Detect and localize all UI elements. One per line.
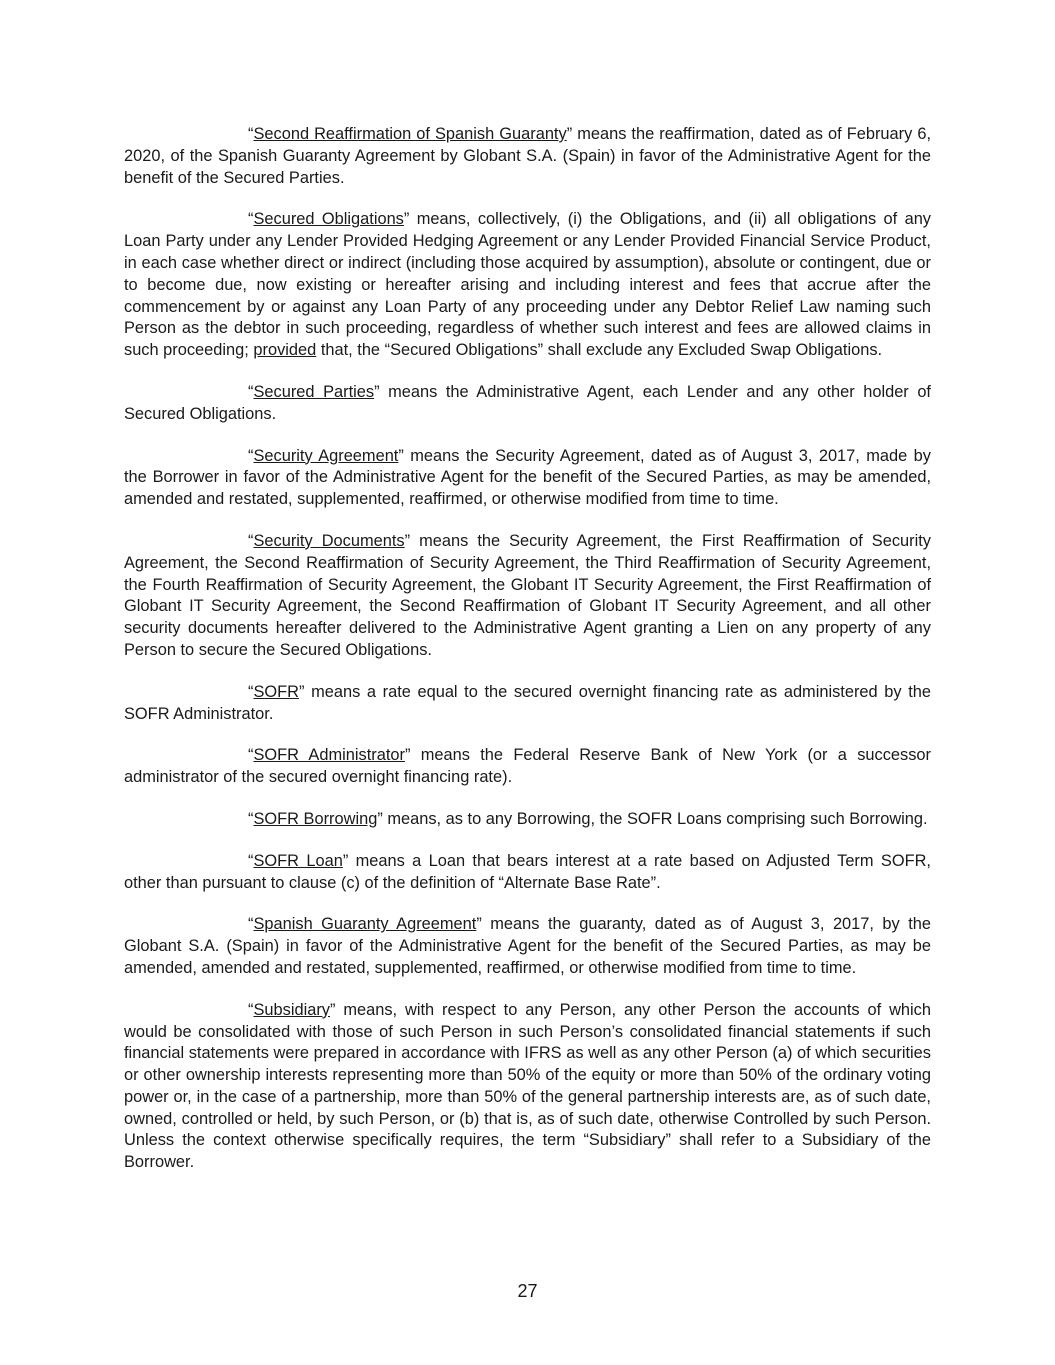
open-quote: “ — [248, 125, 254, 143]
definition-security-agreement — [124, 446, 931, 511]
document-page — [124, 124, 931, 1194]
definition-sofr — [124, 682, 931, 726]
definition-text-continued: that, the “Secured Obligations” shall exclude any Excluded Swap Obligations. — [316, 341, 883, 360]
defined-term: Second Reaffirmation of Spanish Guaranty — [253, 125, 567, 143]
definition-sofr-administrator — [124, 745, 931, 789]
close-quote: ” — [377, 809, 383, 828]
close-quote: ” — [398, 446, 404, 465]
close-quote: ” — [342, 851, 349, 870]
defined-term: SOFR Administrator — [253, 746, 405, 765]
open-quote: “ — [248, 851, 254, 870]
close-quote: ” — [404, 531, 411, 550]
definition-text: means the Security Agreement, dated as of August 3, 2017, made by the Borrower in favor of the Administrative Agent for the benefit of the Secured Parties, as may be amended, amended and restated, supplemented, reaffirmed, or otherwise modified from time to time. — [124, 446, 931, 509]
open-quote: “ — [248, 382, 254, 401]
page-number: 27 — [517, 1281, 538, 1301]
definition-secured-parties — [124, 382, 931, 426]
defined-term: Secured Parties — [253, 382, 375, 401]
close-quote: ” — [330, 1000, 336, 1019]
definition-text: means, with respect to any Person, any other Person the accounts of which would be consolidated with those of such Person in such Person’s consolidated financial statements if such financial statements were prepared in accordance with IFRS as well as any other Person (a) of which securities or other ownership interests representing more than 50% of the equity or more than 50% of the ordinary voting power or, in the case of a partnership, more than 50% of the general partnership interests are, as of such date, owned, controlled or held, by such Person, or (b) that is, as of such date, otherwise Controlled by such Person. Unless the context otherwise specifically requires, the term “Subsidiary” shall refer to a Subsidiary of the Borrower. — [124, 1000, 931, 1172]
open-quote: “ — [248, 531, 254, 550]
definition-text: means, as to any Borrowing, the SOFR Loans comprising such Borrowing. — [382, 809, 928, 828]
definition-text: means the Security Agreement, the First Reaffirmation of Security Agreement, the Second Reaffirmation of Security Agreement, the Third Reaffirmation of Security Agreement, the Fourth Reaffirmation of Security Agreement, the Globant IT Security Agreement, the First Reaffirmation of Globant IT Security Agreement, the Second Reaffirmation of Globant IT Security Agreement, and all other security documents hereafter delivered to the Administrative Agent granting a Lien on any property of any Person to secure the Secured Obligations. — [124, 531, 931, 659]
definition-sofr-loan — [124, 851, 931, 895]
open-quote: “ — [248, 682, 254, 701]
definition-text: means, collectively, (i) the Obligations, and (ii) all obligations of any Loan Party under any Lender Provided Hedging Agreement or any Lender Provided Financial Service Product, in each case whether direct or indirect (including those acquired by assumption), absolute or contingent, due or to become due, now existing or hereafter arising and including interest and fees that accrue after the commencement by or against any Loan Party of any proceeding under any Debtor Relief Law naming such Person as the debtor in such proceeding, regardless of whether such interest and fees are allowed claims in such proceeding; — [124, 210, 932, 360]
open-quote: “ — [248, 915, 254, 934]
close-quote: ” — [404, 746, 411, 765]
open-quote: “ — [248, 809, 254, 828]
definition-text: means the reaffirmation, dated as of February 6, 2020, of the Spanish Guaranty Agreement by Globant S.A. (Spain) in favor of the Administrative Agent for the benefit of the Secured Parties. — [124, 125, 931, 187]
definition-spanish-guaranty-agreement — [124, 914, 931, 979]
close-quote: ” — [374, 382, 380, 401]
defined-term: SOFR — [253, 682, 299, 701]
defined-term: SOFR Borrowing — [253, 809, 378, 828]
definition-sofr-borrowing — [124, 809, 931, 831]
defined-term: SOFR Loan — [253, 851, 343, 870]
open-quote: “ — [248, 746, 254, 765]
definition-text: means the guaranty, dated as of August 3, 2017, by the Globant S.A. (Spain) in favor of the Administrative Agent for the benefit of the Secured Parties, as may be amended, amended and restated, supplemented, reaffirmed, or otherwise modified from time to time. — [124, 915, 931, 977]
close-quote: ” — [299, 682, 305, 701]
definition-text: means a Loan that bears interest at a rate based on Adjusted Term SOFR, other than pursuant to clause (c) of the definition of “Alternate Base Rate”. — [124, 851, 931, 892]
defined-term: Spanish Guaranty Agreement — [253, 915, 477, 934]
open-quote: “ — [248, 446, 254, 465]
definition-security-documents — [124, 531, 931, 662]
close-quote: ” — [476, 915, 482, 934]
close-quote: ” — [566, 125, 573, 143]
defined-term: Security Documents — [253, 531, 405, 550]
proviso-word: provided — [253, 341, 317, 360]
open-quote: “ — [248, 1000, 254, 1019]
close-quote: ” — [403, 210, 410, 229]
definition-subsidiary — [124, 1000, 931, 1174]
defined-term: Subsidiary — [253, 1000, 330, 1019]
open-quote: “ — [248, 210, 254, 229]
definition-text: means the Administrative Agent, each Lender and any other holder of Secured Obligations. — [124, 382, 931, 423]
defined-term: Secured Obligations — [253, 210, 404, 229]
definition-second-reaffirmation-of-spanish-guaranty — [124, 124, 931, 189]
defined-term: Security Agreement — [253, 446, 399, 465]
definition-text: means a rate equal to the secured overnight financing rate as administered by the SOFR Administrator. — [124, 682, 931, 723]
definition-secured-obligations — [124, 209, 931, 362]
definition-text: means the Federal Reserve Bank of New York (or a successor administrator of the secured overnight financing rate). — [124, 746, 931, 787]
